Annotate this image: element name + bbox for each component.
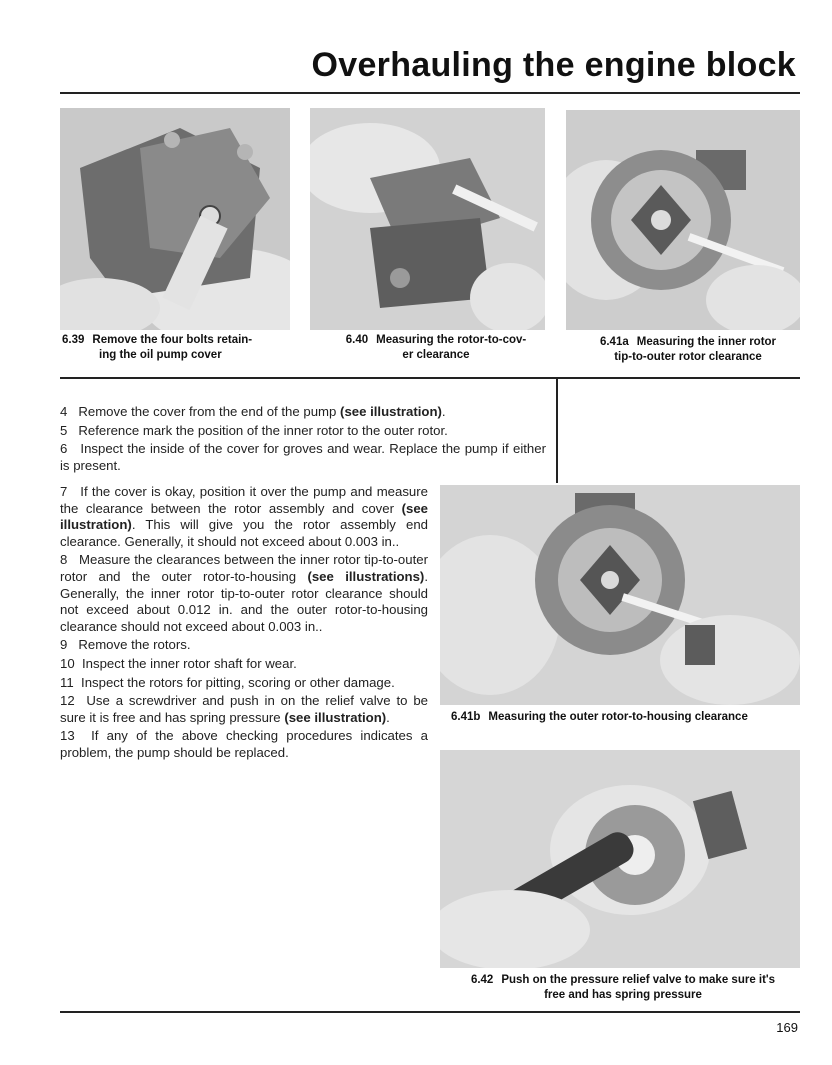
step-number: 7 [60,484,68,499]
photo-6-39 [60,108,290,330]
steps-top [60,404,546,476]
step-13 [60,728,428,761]
step-6 [60,441,546,474]
step-text: Remove the cover from the end of the pump [78,404,341,419]
photo-6-42 [440,750,800,968]
step-5 [60,423,546,440]
step-ref: (see illustration) [60,500,428,533]
step-number: 5 [60,422,68,438]
step-ref: (see illustrations) [307,568,425,584]
step-8 [60,552,428,635]
step-text: Remove the rotors. [78,637,191,653]
step-text-after: . [386,709,390,725]
caption-text: Push on the pressure relief valve to make sure it's [501,974,776,986]
step-11 [60,675,428,692]
caption-6-41b [451,710,801,725]
step-number: 8 [60,552,68,568]
photo-6-41a [566,110,800,330]
step-text: Inspect the inside of the cover for groves and wear. Replace the pump if either is present. [60,441,546,473]
page-title: Overhauling the engine block [311,46,796,84]
footer-rule [60,1011,800,1013]
inner-rotor-tip-clearance-photo [566,110,800,330]
title-rule [60,92,800,94]
step-12 [60,693,428,726]
step-ref: (see illustration) [284,709,387,725]
caption-text: free and has spring pressure [544,989,702,1001]
step-7 [60,484,428,550]
step-ref: (see illustration) [340,404,442,419]
caption-text: Measuring the rotor-to-cov- [376,334,527,346]
caption-number: 6.41a [599,336,629,348]
column-rule [556,379,558,483]
caption-6-40 [326,333,546,363]
caption-number: 6.40 [345,334,369,346]
caption-text: Measuring the inner rotor [636,336,777,348]
step-number: 4 [60,404,68,419]
caption-number: 6.42 [470,974,494,986]
step-text: If any of the above checking procedures indicates a problem, the pump should be replaced. [60,728,429,760]
caption-text: tip-to-outer rotor clearance [614,351,762,363]
step-text: Inspect the inner rotor shaft for wear. [82,655,297,671]
step-10 [60,656,428,673]
page-number: 169 [776,1020,798,1035]
photo-6-41b [440,485,800,705]
oil-pump-cover-bolts-photo [60,108,290,330]
caption-6-42 [446,973,800,1003]
caption-text: Remove the four bolts retain- [92,334,253,346]
rotor-to-cover-clearance-photo [310,108,545,330]
step-text-after: . [441,404,446,419]
caption-number: 6.39 [62,334,85,346]
steps-column [60,484,428,764]
step-text: Reference mark the position of the inner rotor to the outer rotor. [78,422,448,438]
step-text: Inspect the rotors for pitting, scoring or other damage. [81,674,395,690]
outer-rotor-to-housing-photo [440,485,800,705]
step-number: 9 [60,637,68,653]
step-9 [60,637,428,654]
section-rule [60,377,800,379]
step-text-after: . This will give you the rotor assembly end clearance. Generally, it should not exceed about 0.003 in.. [60,517,428,549]
step-text: Measure the clearances between the inner rotor tip-to-outer rotor and the outer rotor-to-housing [60,552,428,584]
step-number: 10 [60,655,75,671]
step-text-after: . Generally, the inner rotor tip-to-outer rotor clearance should not exceed about 0.012 in. and the outer rotor-to-housing clearance should not exceed about 0.003 in.. [60,568,428,634]
caption-text: Measuring the outer rotor-to-housing clearance [488,711,748,723]
caption-6-41a [574,335,802,365]
step-text: If the cover is okay, position it over the pump and measure the clearance between the rotor assembly and cover [60,484,428,516]
pressure-relief-valve-photo [440,750,800,968]
caption-text: ing the oil pump cover [99,349,222,361]
step-number: 11 [60,674,74,690]
caption-number: 6.41b [451,711,481,723]
caption-text: er clearance [402,349,470,361]
step-4 [60,404,546,421]
step-number: 12 [60,693,75,709]
step-text: Use a screwdriver and push in on the relief valve to be sure it is free and has spring pressure [60,693,429,725]
step-number: 6 [60,441,68,457]
photo-6-40 [310,108,545,330]
step-number: 13 [60,728,75,744]
caption-6-39 [62,333,292,363]
